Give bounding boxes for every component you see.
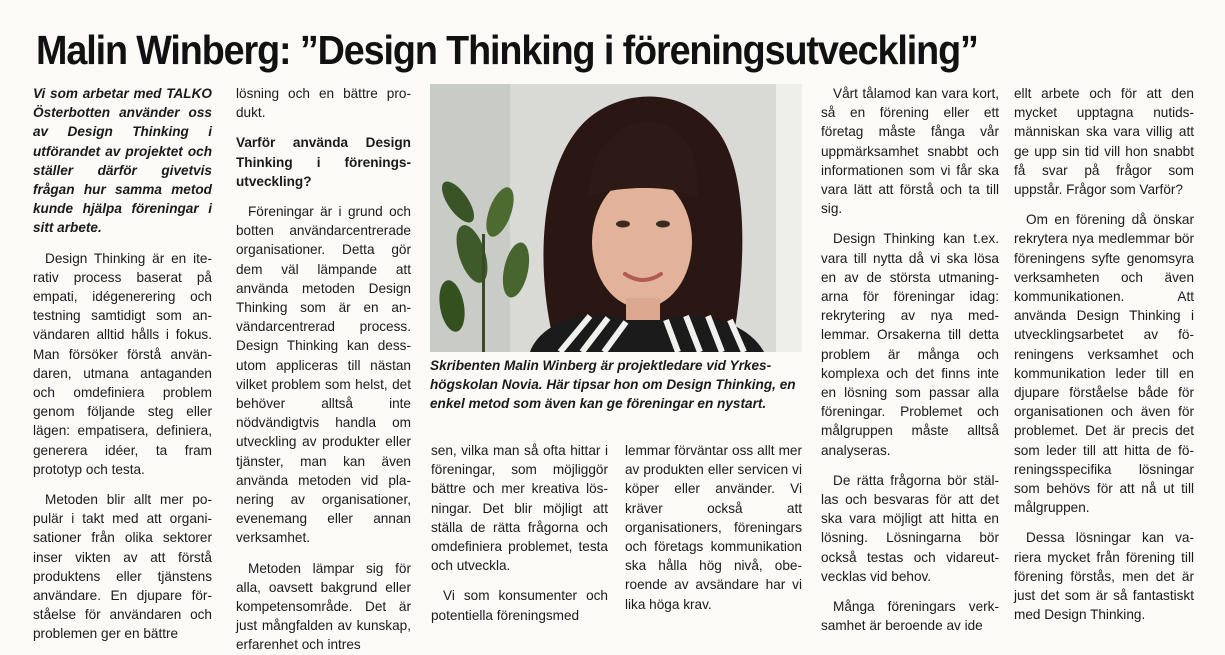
article-paragraph: sen, vilka man så ofta hittar i föreningar, som möjliggör bättre och mer kreativa lösningar. Det blir möjligt att ställa de rätta frågorna och omdefiniera problemet, testa och utveckla. <box>431 443 608 574</box>
article-lead: Vi som arbetar med TALKO Österbotten använder oss av Design Thinking i utförandet av projektet och ställer därför givetvis frågan hur samma metod kunde hjälpa föreningar i sitt arbete. <box>33 86 212 236</box>
article-paragraph: ellt arbete och för att den mycket upptagna nutidsmänniskan ska vara villig att ge upp sin tid vill hon snabbt få svar på frågor som uppstår. Frågor som Varför? <box>1014 86 1194 198</box>
article-column-3 <box>431 441 608 625</box>
author-photo <box>430 84 802 352</box>
portrait-illustration <box>430 84 802 352</box>
article-paragraph: Metoden blir allt mer populär i takt med att organisationer från olika sektorer inser vikten av att förstå produktens eller tjänstens användare. En djupare förståelse för användaren och problemen ger en bättre <box>33 492 212 642</box>
article-paragraph: lösning och en bättre produkt. <box>236 86 411 121</box>
article-paragraph: Design Thinking kan t.ex. vara till nytta då vi ska lösa en av de största utmaningarna för föreningar idag: rekrytering av nya medlemmar. Orsakerna till detta problem är många och komplexa och det finns inte en lösning som passar alla föreningar. Problemet och målgruppen måste alltså analyseras. <box>821 231 999 458</box>
article-column-2 <box>236 84 411 655</box>
article-paragraph: De rätta frågorna bör ställas och besvaras för att det ska vara möjligt att hitta en lösning. Lösningarna bör också testas och vidareutvecklas vid behov. <box>821 472 999 584</box>
article-paragraph: Vi som konsumenter och potentiella föreningsmed <box>431 588 608 623</box>
article-column-5 <box>821 84 999 635</box>
article-paragraph: Dessa lösningar kan variera mycket från förening till förening förstås, men det är just det som är så fantastiskt med Design Thinking. <box>1014 530 1194 623</box>
article-paragraph: Många föreningars verksamhet är beroende av ide <box>821 599 999 634</box>
article-column-4 <box>625 441 802 614</box>
article-paragraph: lemmar förväntar oss allt mer av produkten eller servicen vi köper eller använder. Vi kräver också att organisationers, föreningars och företags kommunikation ska hålla hög nivå, oberoende av avsändare har vi lika höga krav. <box>625 443 802 612</box>
article-paragraph: Vårt tålamod kan vara kort, så en förening eller ett företag måste fånga vår uppmärksamhet snabbt och informationen som vi får ska vara lätt att förstå och ta till sig. <box>821 86 999 217</box>
article-subheading: Varför använda Design Thinking i föreningsutveckling? <box>236 135 411 189</box>
article-paragraph: Metoden lämpar sig för alla, oavsett bakgrund eller kompetensområde. Det är just mångfalden av kunskap, erfarenhet och intres <box>236 560 411 653</box>
article-column-6 <box>1014 84 1194 624</box>
article-paragraph: Föreningar är i grund och botten användarcentrerade organisationer. Detta gör dem väl lämpande att använda metoden Design Thinking som är en användarcentrerad process. Design Thinking kan dessutom appliceras till nästan vilket problem som helst, det behöver alltså inte nödvändigtvis handla om utveckling av produkter eller tjänster, man kan även använda metoden vid planering av organisationer, evenemang eller annan verksamhet. <box>236 204 411 546</box>
photo-caption: Skribenten Malin Winberg är projektledare vid Yrkeshögskolan Novia. Här tipsar hon om Design Thinking, en enkel metod som även kan ge föreningar en nystart. <box>430 358 796 412</box>
article-paragraph: Design Thinking är en iterativ process baserat på empati, idégenerering och testning samtidigt som användaren alltid hålls i fokus. Man försöker förstå användaren, utmana antaganden och omdefiniera problem genom följande steg eller lägen: empatisera, definiera, generera idéer, ta fram prototyp och testa. <box>33 250 212 477</box>
article-paragraph: Om en förening då önskar rekrytera nya medlemmar bör föreningens syfte genomsyra verksamheten och även kommunikationen. Att använda Design Thinking i utvecklingsarbetet av föreningens verksamhet och kommunikation leder till en djupare förståelse både för organisationen och även för problemet. Det är precis det som leder till att hitta de föreningsspecifika lösningar som behövs för att nå ut till målgruppen. <box>1014 212 1194 516</box>
article-column-1 <box>33 84 212 644</box>
article-headline: Malin Winberg: ”Design Thinking i föreningsutveckling” <box>36 27 978 73</box>
